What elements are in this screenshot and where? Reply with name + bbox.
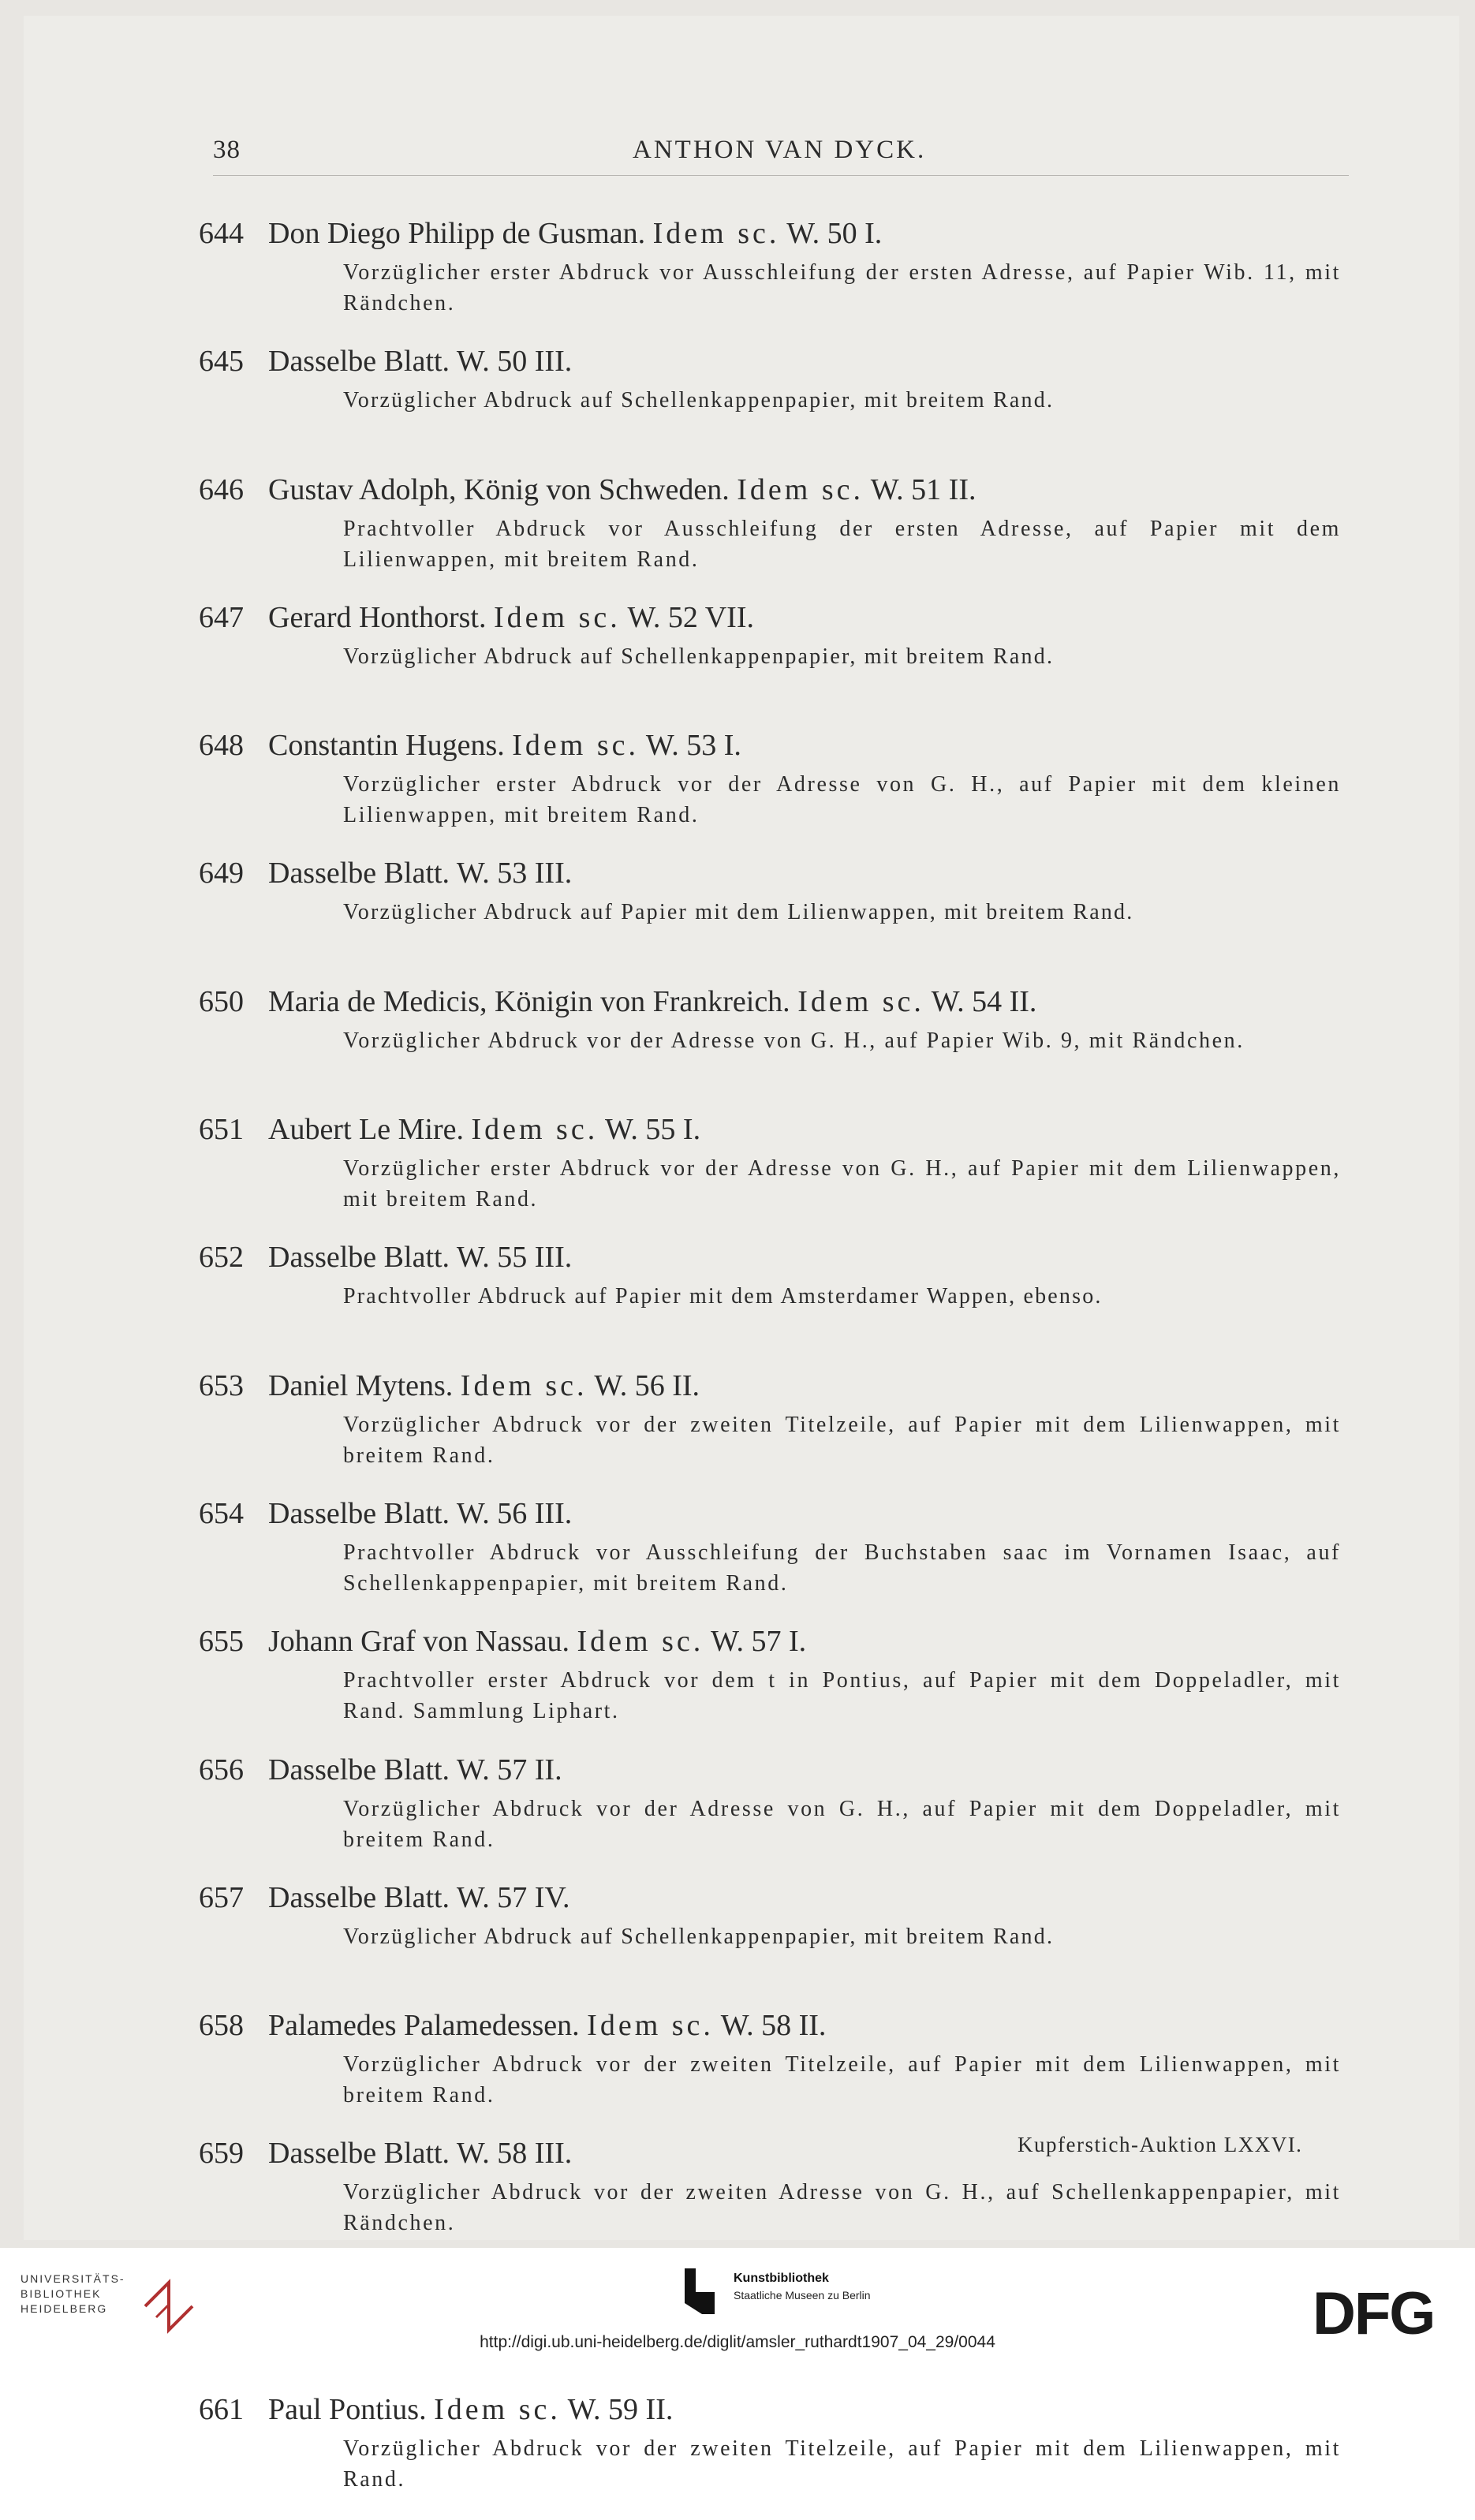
catalog-entry (0, 472, 1475, 600)
catalog-entry (0, 1496, 1475, 1624)
entry-heading (199, 472, 976, 507)
entry-number: 657 (199, 1880, 244, 1914)
catalog-entry (0, 344, 1475, 472)
catalog-entry (0, 856, 1475, 984)
catalog-entry (0, 2008, 1475, 2136)
entry-title: Gerard Honthorst. (268, 600, 487, 634)
entry-heading (199, 216, 882, 251)
university-logo-line: UNIVERSITÄTS- (21, 2272, 125, 2285)
entry-description: Prachtvoller erster Abdruck vor dem t in Pontius, auf Papier mit dem Doppeladler, mit Rand. Sammlung Liphart. (343, 1668, 1341, 1724)
entry-description: Vorzüglicher erster Abdruck vor der Adresse von G. H., auf Papier mit dem kleinen Lilienwappen, mit breitem Rand. (343, 772, 1341, 828)
entry-title: Dasselbe Blatt. (268, 1753, 450, 1786)
entry-engraver: Idem sc. (737, 472, 864, 506)
entry-title: Dasselbe Blatt. (268, 1241, 450, 1275)
entry-heading (199, 2008, 826, 2043)
kunstbibliothek-title: Kunstbibliothek (734, 2272, 829, 2285)
entry-heading (199, 2136, 572, 2171)
entry-number: 661 (199, 2393, 244, 2427)
entry-number: 649 (199, 857, 244, 890)
entry-number: 645 (199, 345, 244, 379)
catalog-entry (0, 1753, 1475, 1880)
entry-reference: W. 59 II. (567, 2393, 674, 2427)
entry-title: Dasselbe Blatt. (268, 1496, 450, 1530)
entry-reference: W. 53 III. (456, 857, 573, 890)
entry-description: Vorzüglicher Abdruck vor der zweiten Adresse von G. H., auf Schellenkappenpapier, mit Rändchen. (343, 2180, 1341, 2236)
entry-number: 658 (199, 2009, 244, 2043)
entry-description: Prachtvoller Abdruck auf Papier mit dem Amsterdamer Wappen, ebenso. (343, 1284, 1103, 1309)
entry-heading (199, 1880, 569, 1915)
university-library-logo[interactable] (21, 2272, 194, 2335)
kunstbibliothek-subtitle: Staatliche Museen zu Berlin (734, 2289, 871, 2302)
entry-reference: W. 57 II. (456, 1753, 562, 1786)
entry-heading (199, 2392, 673, 2427)
entry-reference: W. 58 II. (720, 2009, 827, 2043)
entry-engraver: Idem sc. (652, 217, 780, 250)
entry-number: 647 (199, 600, 244, 634)
entry-engraver: Idem sc. (460, 1368, 588, 1402)
catalog-entry (0, 728, 1475, 856)
entry-number: 655 (199, 1625, 244, 1659)
catalog-entry (0, 984, 1475, 1112)
entry-title: Johann Graf von Nassau. (268, 1625, 570, 1659)
entry-engraver: Idem sc. (512, 729, 640, 763)
entry-number: 654 (199, 1496, 244, 1530)
entry-heading (199, 856, 572, 890)
entry-number: 652 (199, 1241, 244, 1275)
entry-description: Vorzüglicher erster Abdruck vor Ausschleifung der ersten Adresse, auf Papier Wib. 11, mit Rändchen. (343, 260, 1341, 315)
entry-heading (199, 1496, 572, 1531)
entry-title: Don Diego Philipp de Gusman. (268, 217, 646, 250)
entry-reference: W. 50 III. (456, 345, 573, 379)
entry-reference: W. 58 III. (456, 2137, 573, 2171)
entry-number: 650 (199, 984, 244, 1018)
page-title: ANTHON VAN DYCK. (633, 136, 927, 164)
catalog-entries (0, 216, 1475, 2520)
page-number: 38 (213, 136, 241, 164)
catalog-entry (0, 1240, 1475, 1368)
entry-description: Vorzüglicher Abdruck auf Schellenkappenpapier, mit breitem Rand. (343, 1924, 1055, 1949)
entry-reference: W. 56 III. (456, 1496, 573, 1530)
entry-engraver: Idem sc. (471, 1113, 599, 1147)
entry-description: Vorzüglicher Abdruck vor der zweiten Titelzeile, auf Papier mit dem Lilienwappen, mit breitem Rand. (343, 2052, 1341, 2108)
entry-reference: W. 50 I. (786, 217, 883, 250)
entry-title: Maria de Medicis, Königin von Frankreich. (268, 984, 790, 1018)
catalog-entry (0, 216, 1475, 344)
catalog-entry (0, 600, 1475, 728)
entry-number: 653 (199, 1368, 244, 1402)
entry-number: 651 (199, 1113, 244, 1147)
entry-engraver: Idem sc. (434, 2393, 561, 2427)
entry-reference: W. 54 II. (931, 984, 1037, 1018)
running-head (213, 136, 1349, 176)
entry-number: 646 (199, 472, 244, 506)
entry-description: Vorzüglicher erster Abdruck vor der Adresse von G. H., auf Papier mit dem Lilienwappen, mit breitem Rand. (343, 1156, 1341, 1212)
catalog-entry (0, 1624, 1475, 1752)
entry-reference: W. 55 III. (456, 1241, 573, 1275)
dfg-logo[interactable]: DFG (1313, 2280, 1435, 2347)
catalog-entry (0, 1880, 1475, 2008)
entry-heading (199, 1624, 806, 1659)
entry-heading (199, 344, 572, 379)
entry-heading (199, 1112, 700, 1147)
entry-description: Vorzüglicher Abdruck vor der zweiten Titelzeile, auf Papier mit dem Lilienwappen, mit Rand. (343, 2436, 1341, 2492)
footer (0, 2248, 1475, 2357)
entry-heading (199, 600, 754, 635)
entry-reference: W. 55 I. (605, 1113, 701, 1147)
kunstbibliothek-mark-icon (678, 2264, 721, 2319)
entry-description: Prachtvoller Abdruck vor Ausschleifung der Buchstaben saac im Vornamen Isaac, auf Schellenkappenpapier, mit breitem Rand. (343, 1540, 1341, 1596)
entry-description: Vorzüglicher Abdruck auf Papier mit dem Lilienwappen, mit breitem Rand. (343, 900, 1134, 925)
entry-reference: W. 57 I. (711, 1625, 807, 1659)
entry-heading (199, 1368, 700, 1403)
kunstbibliothek-logo[interactable] (678, 2264, 915, 2327)
entry-description: Vorzüglicher Abdruck auf Schellenkappenpapier, mit breitem Rand. (343, 644, 1055, 669)
entry-number: 656 (199, 1753, 244, 1786)
catalog-entry (0, 1112, 1475, 1240)
entry-reference: W. 51 II. (870, 472, 976, 506)
entry-description: Prachtvoller Abdruck vor Ausschleifung der ersten Adresse, auf Papier mit dem Lilienwappen, mit breitem Rand. (343, 516, 1341, 572)
entry-reference: W. 57 IV. (456, 1880, 570, 1914)
entry-engraver: Idem sc. (797, 984, 924, 1018)
entry-title: Dasselbe Blatt. (268, 2137, 450, 2171)
entry-description: Vorzüglicher Abdruck vor der zweiten Titelzeile, auf Papier mit dem Lilienwappen, mit breitem Rand. (343, 1412, 1341, 1468)
university-logo-line: BIBLIOTHEK (21, 2287, 102, 2300)
source-url-link[interactable]: http://digi.ub.uni-heidelberg.de/diglit/amsler_ruthardt1907_04_29/0044 (480, 2333, 995, 2351)
catalog-entry (0, 1368, 1475, 1496)
entry-heading (199, 728, 741, 763)
catalog-entry (0, 2392, 1475, 2520)
entry-reference: W. 52 VII. (627, 600, 754, 634)
entry-number: 648 (199, 729, 244, 763)
entry-title: Dasselbe Blatt. (268, 1880, 450, 1914)
entry-number: 659 (199, 2137, 244, 2171)
entry-heading (199, 984, 1036, 1019)
entry-title: Daniel Mytens. (268, 1368, 454, 1402)
entry-description: Vorzüglicher Abdruck vor der Adresse von G. H., auf Papier Wib. 9, mit Rändchen. (343, 1028, 1245, 1053)
entry-title: Constantin Hugens. (268, 729, 505, 763)
entry-number: 644 (199, 217, 244, 250)
entry-engraver: Idem sc. (587, 2009, 714, 2043)
entry-title: Dasselbe Blatt. (268, 345, 450, 379)
entry-reference: W. 53 I. (645, 729, 741, 763)
entry-title: Dasselbe Blatt. (268, 857, 450, 890)
entry-title: Gustav Adolph, König von Schweden. (268, 472, 730, 506)
entry-reference: W. 56 II. (594, 1368, 700, 1402)
entry-heading (199, 1753, 562, 1787)
entry-description: Vorzüglicher Abdruck auf Schellenkappenpapier, mit breitem Rand. (343, 388, 1055, 413)
university-emblem-icon (137, 2275, 200, 2338)
entry-heading (199, 1240, 572, 1275)
auction-note: Kupferstich-Auktion LXXVI. (1018, 2133, 1303, 2156)
entry-title: Paul Pontius. (268, 2393, 427, 2427)
entry-engraver: Idem sc. (577, 1625, 704, 1659)
entry-description: Vorzüglicher Abdruck vor der Adresse von G. H., auf Papier mit dem Doppeladler, mit breitem Rand. (343, 1796, 1341, 1852)
university-logo-line: HEIDELBERG (21, 2302, 108, 2315)
entry-title: Palamedes Palamedessen. (268, 2009, 580, 2043)
entry-engraver: Idem sc. (493, 600, 621, 634)
entry-title: Aubert Le Mire. (268, 1113, 464, 1147)
